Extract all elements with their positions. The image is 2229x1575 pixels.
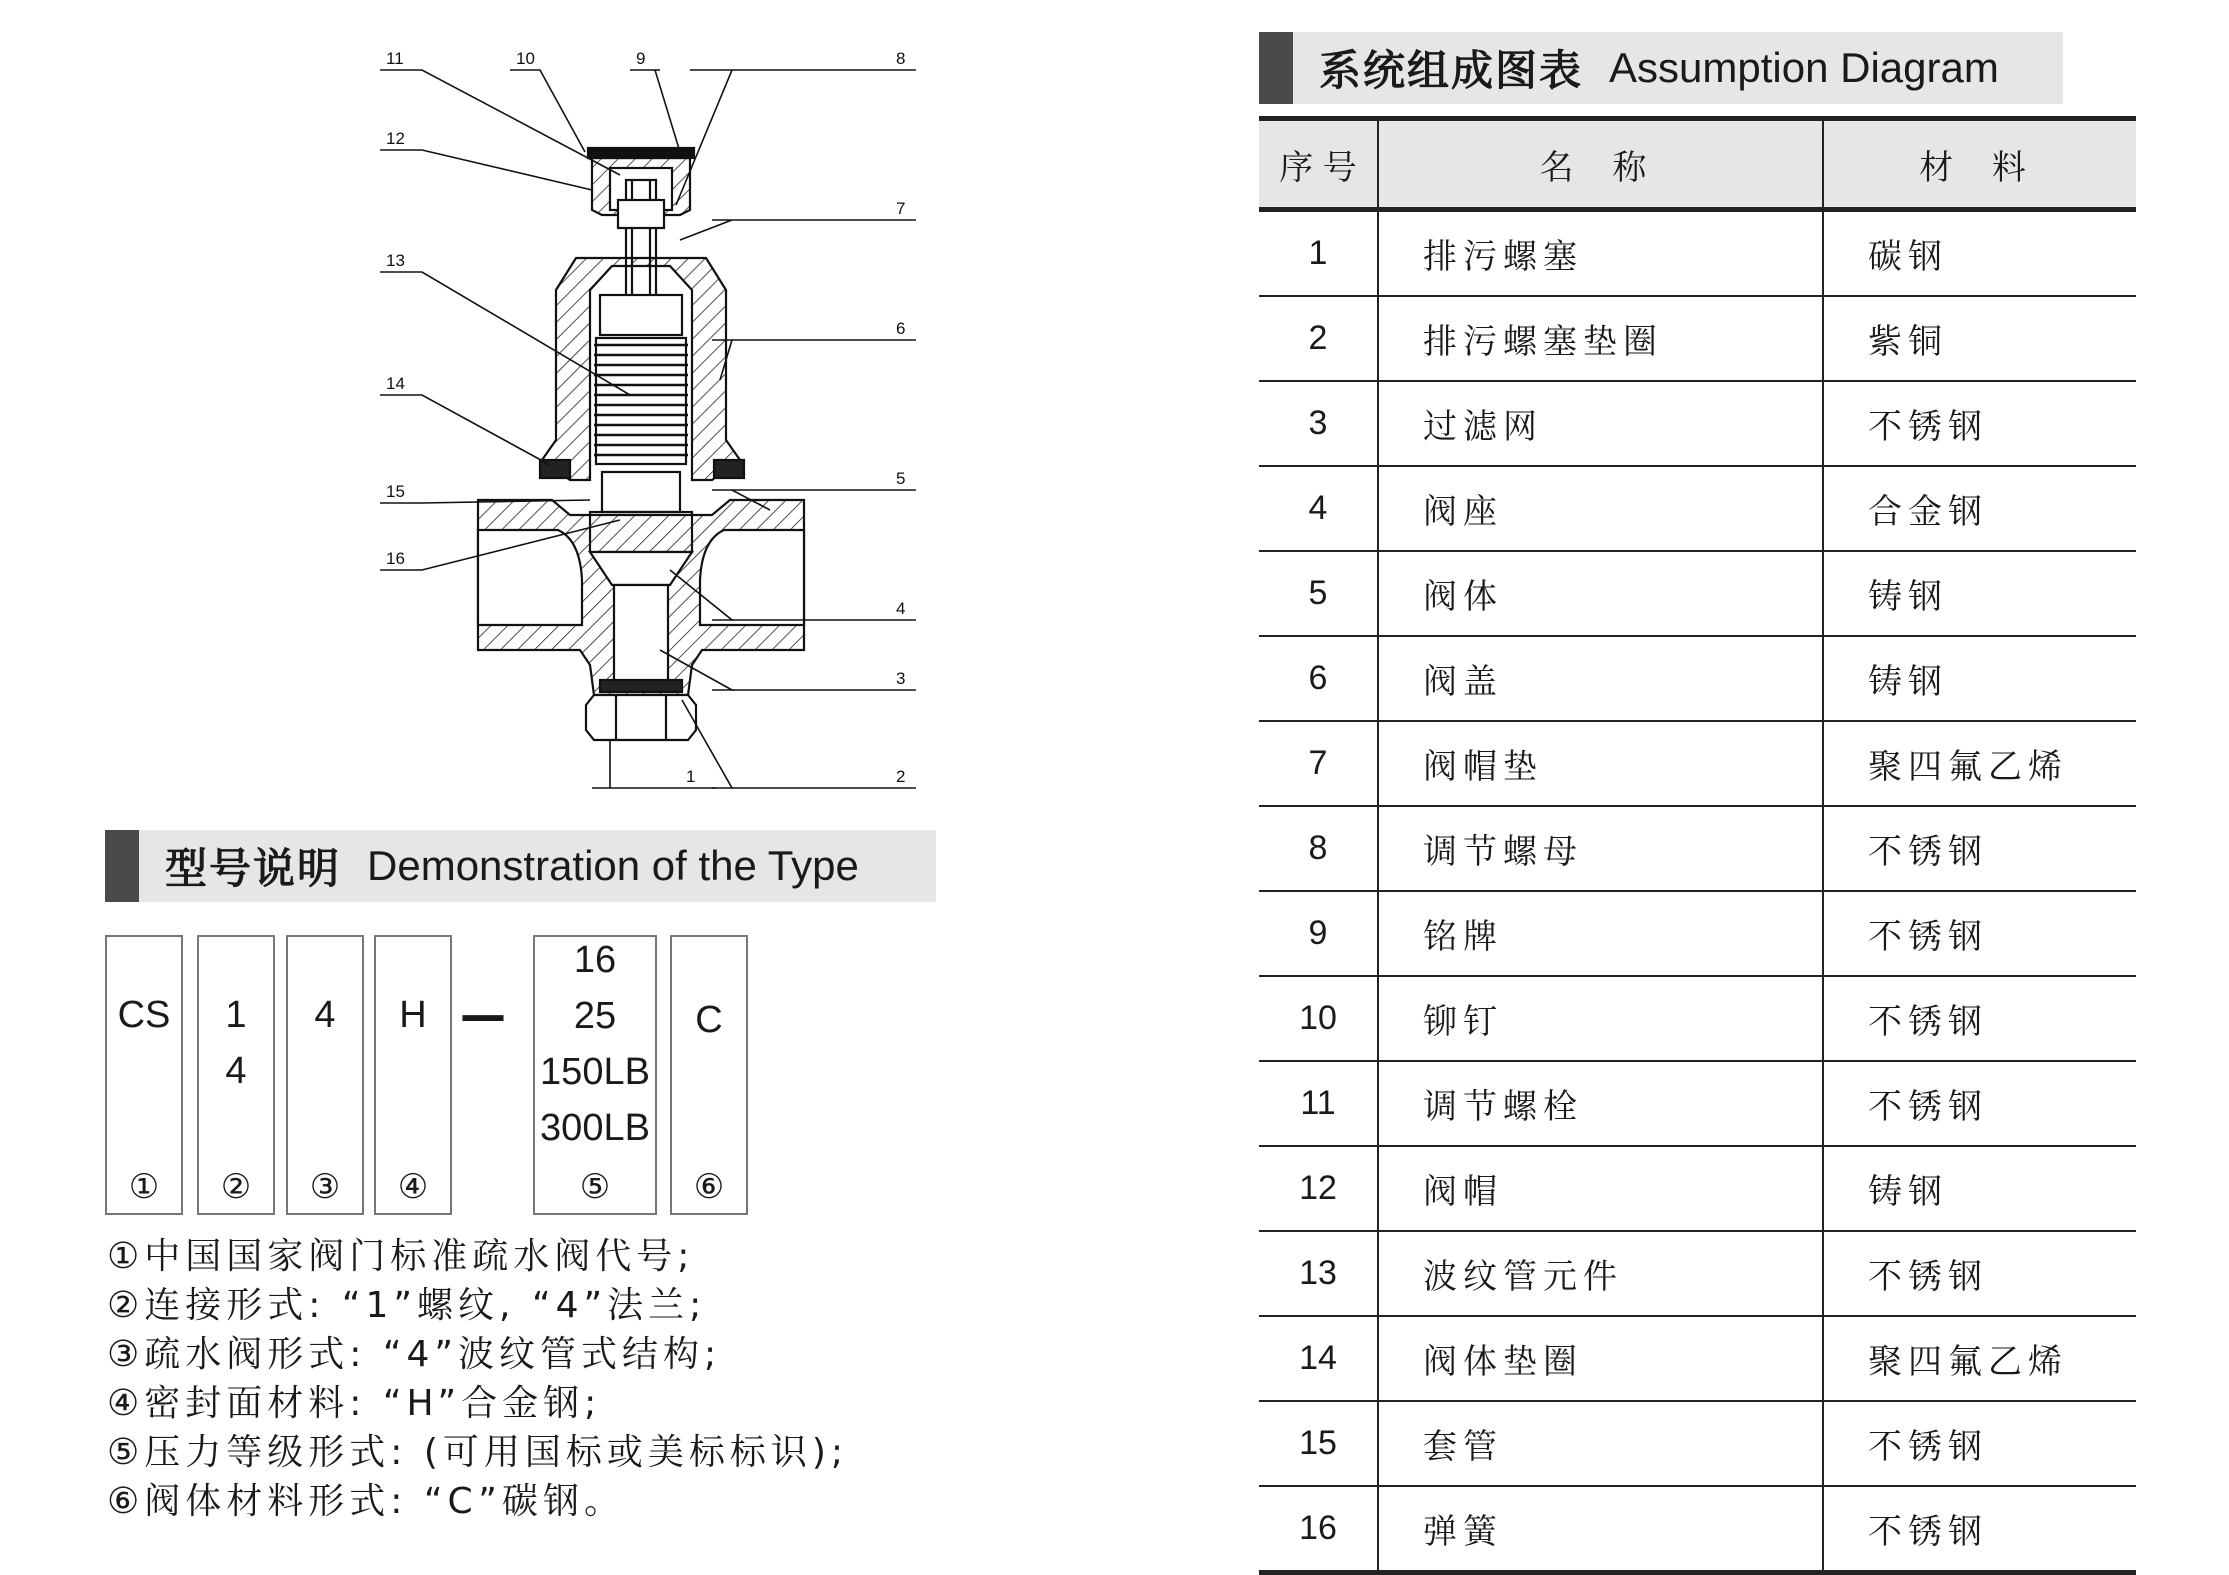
callout-7: 7 bbox=[896, 199, 906, 218]
code-index-marker: ④ bbox=[397, 1167, 429, 1207]
note-line: ⑤压力等级形式: (可用国标或美标标识); bbox=[107, 1432, 849, 1473]
part-number-cell: 11 bbox=[1259, 1061, 1378, 1146]
parts-table bbox=[1259, 116, 2136, 1575]
note-line: ⑥阀体材料形式: “C”碳钢。 bbox=[107, 1481, 625, 1522]
part-name-cell: 弹簧 bbox=[1378, 1486, 1823, 1573]
part-material-cell: 不锈钢 bbox=[1823, 891, 2136, 976]
code-box-2 bbox=[197, 935, 275, 1215]
table-row bbox=[1259, 1316, 2136, 1401]
code-index-marker: ⑥ bbox=[693, 1167, 725, 1207]
code-value: 150LB bbox=[540, 1051, 650, 1093]
part-name-cell: 阀帽 bbox=[1378, 1146, 1823, 1231]
code-index-marker: ⑤ bbox=[579, 1167, 611, 1207]
code-value: 4 bbox=[314, 994, 336, 1036]
code-value: C bbox=[695, 999, 723, 1041]
table-row bbox=[1259, 721, 2136, 806]
part-number-cell: 1 bbox=[1259, 210, 1378, 297]
valve-sectional-drawing bbox=[380, 40, 940, 810]
part-number-cell: 5 bbox=[1259, 551, 1378, 636]
part-name-cell: 铆钉 bbox=[1378, 976, 1823, 1061]
part-number-cell: 7 bbox=[1259, 721, 1378, 806]
part-material-cell: 不锈钢 bbox=[1823, 1061, 2136, 1146]
callout-11: 11 bbox=[386, 49, 404, 68]
part-material-cell: 铸钢 bbox=[1823, 1146, 2136, 1231]
header-accent-bar bbox=[105, 830, 139, 902]
table-row bbox=[1259, 210, 2136, 297]
table-row bbox=[1259, 806, 2136, 891]
part-name-cell: 阀帽垫 bbox=[1378, 721, 1823, 806]
part-number-cell: 6 bbox=[1259, 636, 1378, 721]
code-value: 16 bbox=[573, 939, 617, 981]
part-name-cell: 阀盖 bbox=[1378, 636, 1823, 721]
header-accent-bar bbox=[1259, 32, 1293, 104]
part-number-cell: 2 bbox=[1259, 296, 1378, 381]
table-row bbox=[1259, 1401, 2136, 1486]
code-box-1 bbox=[105, 935, 183, 1215]
table-row bbox=[1259, 1061, 2136, 1146]
code-value: CS bbox=[117, 994, 171, 1036]
note-line: ①中国国家阀门标准疏水阀代号; bbox=[107, 1236, 695, 1277]
table-row bbox=[1259, 551, 2136, 636]
callout-16: 16 bbox=[386, 549, 405, 568]
callout-12: 12 bbox=[386, 129, 405, 148]
table-row bbox=[1259, 381, 2136, 466]
callout-5: 5 bbox=[896, 469, 906, 488]
header-name: 名 称 bbox=[1378, 119, 1823, 210]
part-name-cell: 铭牌 bbox=[1378, 891, 1823, 976]
header-no: 序 号 bbox=[1259, 119, 1378, 210]
callout-15: 15 bbox=[386, 482, 405, 501]
part-material-cell: 不锈钢 bbox=[1823, 1486, 2136, 1573]
header-material: 材 料 bbox=[1823, 119, 2136, 210]
table-row bbox=[1259, 1231, 2136, 1316]
part-material-cell: 不锈钢 bbox=[1823, 976, 2136, 1061]
part-material-cell: 聚四氟乙烯 bbox=[1823, 1316, 2136, 1401]
type-title-zh: 型号说明 bbox=[165, 844, 342, 893]
callout-4: 4 bbox=[896, 599, 906, 618]
callout-13: 13 bbox=[386, 251, 405, 270]
part-material-cell: 紫铜 bbox=[1823, 296, 2136, 381]
part-name-cell: 排污螺塞垫圈 bbox=[1378, 296, 1823, 381]
part-number-cell: 8 bbox=[1259, 806, 1378, 891]
part-name-cell: 波纹管元件 bbox=[1378, 1231, 1823, 1316]
callout-10: 10 bbox=[516, 49, 535, 68]
callout-2: 2 bbox=[896, 767, 906, 786]
part-number-cell: 3 bbox=[1259, 381, 1378, 466]
code-box-5 bbox=[533, 935, 657, 1215]
part-name-cell: 阀座 bbox=[1378, 466, 1823, 551]
part-number-cell: 4 bbox=[1259, 466, 1378, 551]
part-name-cell: 调节螺母 bbox=[1378, 806, 1823, 891]
part-number-cell: 16 bbox=[1259, 1486, 1378, 1573]
part-number-cell: 10 bbox=[1259, 976, 1378, 1061]
code-index-marker: ② bbox=[220, 1167, 252, 1207]
table-row bbox=[1259, 976, 2136, 1061]
part-material-cell: 铸钢 bbox=[1823, 551, 2136, 636]
part-material-cell: 不锈钢 bbox=[1823, 806, 2136, 891]
table-row bbox=[1259, 296, 2136, 381]
part-number-cell: 12 bbox=[1259, 1146, 1378, 1231]
callout-8: 8 bbox=[896, 49, 906, 68]
assembly-title-en: Assumption Diagram bbox=[1609, 44, 1999, 91]
code-box-6 bbox=[670, 935, 748, 1215]
code-index-marker: ① bbox=[128, 1167, 160, 1207]
code-box-4 bbox=[374, 935, 452, 1215]
code-value: 1 bbox=[225, 994, 247, 1036]
callout-1: 1 bbox=[686, 767, 696, 786]
table-row bbox=[1259, 1146, 2136, 1231]
part-name-cell: 阀体 bbox=[1378, 551, 1823, 636]
table-row bbox=[1259, 891, 2136, 976]
table-row bbox=[1259, 466, 2136, 551]
code-value: 25 bbox=[573, 995, 617, 1037]
code-box-3 bbox=[286, 935, 364, 1215]
part-name-cell: 过滤网 bbox=[1378, 381, 1823, 466]
code-dash: — bbox=[460, 988, 506, 1042]
part-number-cell: 9 bbox=[1259, 891, 1378, 976]
code-value: H bbox=[399, 994, 427, 1036]
part-name-cell: 套管 bbox=[1378, 1401, 1823, 1486]
code-index-marker: ③ bbox=[309, 1167, 341, 1207]
part-name-cell: 排污螺塞 bbox=[1378, 210, 1823, 297]
type-section-header bbox=[105, 830, 936, 902]
part-material-cell: 聚四氟乙烯 bbox=[1823, 721, 2136, 806]
table-row bbox=[1259, 636, 2136, 721]
type-notes bbox=[107, 1232, 848, 1526]
part-material-cell: 碳钢 bbox=[1823, 210, 2136, 297]
code-value: 300LB bbox=[540, 1107, 650, 1149]
note-line: ②连接形式: “1”螺纹, “4”法兰; bbox=[107, 1285, 707, 1326]
table-header-row bbox=[1259, 119, 2136, 210]
callout-9: 9 bbox=[636, 49, 646, 68]
part-material-cell: 铸钢 bbox=[1823, 636, 2136, 721]
part-material-cell: 不锈钢 bbox=[1823, 1401, 2136, 1486]
part-material-cell: 合金钢 bbox=[1823, 466, 2136, 551]
part-name-cell: 阀体垫圈 bbox=[1378, 1316, 1823, 1401]
callout-6: 6 bbox=[896, 319, 906, 338]
part-material-cell: 不锈钢 bbox=[1823, 381, 2136, 466]
part-name-cell: 调节螺栓 bbox=[1378, 1061, 1823, 1146]
note-line: ③疏水阀形式: “4”波纹管式结构; bbox=[107, 1334, 722, 1375]
callout-3: 3 bbox=[896, 669, 906, 688]
assembly-section-header bbox=[1259, 32, 2063, 104]
part-number-cell: 14 bbox=[1259, 1316, 1378, 1401]
code-value: 4 bbox=[225, 1050, 247, 1092]
callout-14: 14 bbox=[386, 374, 405, 393]
part-material-cell: 不锈钢 bbox=[1823, 1231, 2136, 1316]
assembly-title-zh: 系统组成图表 bbox=[1319, 46, 1584, 95]
part-number-cell: 13 bbox=[1259, 1231, 1378, 1316]
note-line: ④密封面材料: “H”合金钢; bbox=[107, 1383, 602, 1424]
table-row bbox=[1259, 1486, 2136, 1573]
type-title-en: Demonstration of the Type bbox=[367, 842, 859, 889]
part-number-cell: 15 bbox=[1259, 1401, 1378, 1486]
